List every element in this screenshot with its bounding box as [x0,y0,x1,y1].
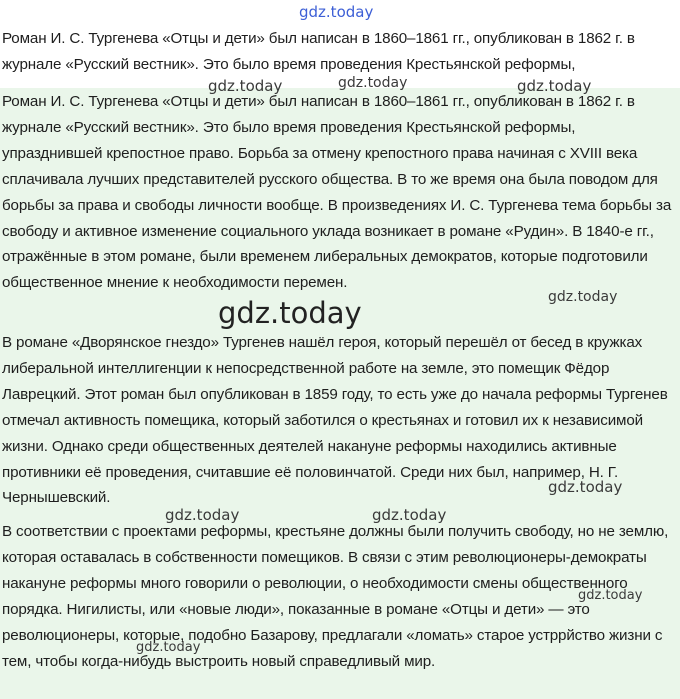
watermark: gdz.today [372,506,447,524]
watermark-large: gdz.today [218,296,362,330]
paragraph-3: В соответствии с проектами реформы, крестьяне должны были получить свободу, но не землю, которая оставалась в собственности помещиков. В связи с этим революционеры-демократы накануне реформы много говорили о революции, о необходимости смены общественного порядка. Нигилисты, или «новые люди», показанные в романе «Отцы и дети» — это революционеры, которые, подобно Базарову, предлагали «ломать» старое устррйство жизни с тем, чтобы когда-нибудь выстроить новый справедливый мир. [2,523,669,670]
watermark: gdz.today [208,77,283,95]
watermark: gdz.today [165,506,240,524]
header-excerpt [2,26,676,78]
watermark-top: gdz.today [299,3,374,21]
watermark: gdz.today [338,75,408,91]
watermark: gdz.today [548,478,623,496]
watermark: gdz.today [548,289,618,305]
paragraph-1: Роман И. С. Тургенева «Отцы и дети» был написан в 1860–1861 гг., опубликован в 1862 г. в журнале «Русский вестник». Это было время проведения Крестьянской реформы, упразднившей крепостное право. Борьба за отмену крепостного права начиная с XVIII века сплачивала лучших представителей русского общества. В то же время она была поводом для борьбы за права и свободы личности вообще. В произведениях И. С. Тургенева тема борьбы за свободу и активное изменение социального уклада возникает в романе «Рудин». В 1840-е гг., отражённые в этом романе, были временем либеральных демократов, которые подготовили общественное мнение к необходимости перемен. [2,93,672,292]
watermark: gdz.today [578,588,643,603]
header-line-1: Роман И. С. Тургенева «Отцы и дети» был написан в 1860–1861 гг., опубликован в 1862 г. в [2,30,635,47]
paragraph-2: В романе «Дворянское гнездо» Тургенев нашёл героя, который перешёл от бесед в кружках либеральной интеллигенции к непосредственной работе на земле, это помещик Фёдор Лаврецкий. Этот роман был опубликован в 1859 году, то есть уже до начала реформы Тургенев отмечал активность помещика, который заботился о крестьянах и готовил их к независимой жизни. Однако среди общественных деятелей накануне реформы находились активные противники её проведения, считавшие её половинчатой. Среди них был, например, Н. Г. Чернышевский. [2,334,668,507]
watermark: gdz.today [517,77,592,95]
header-line-2: журнале «Русский вестник». Это было время проведения Крестьянской реформы, [2,55,576,73]
watermark: gdz.today [136,640,201,655]
